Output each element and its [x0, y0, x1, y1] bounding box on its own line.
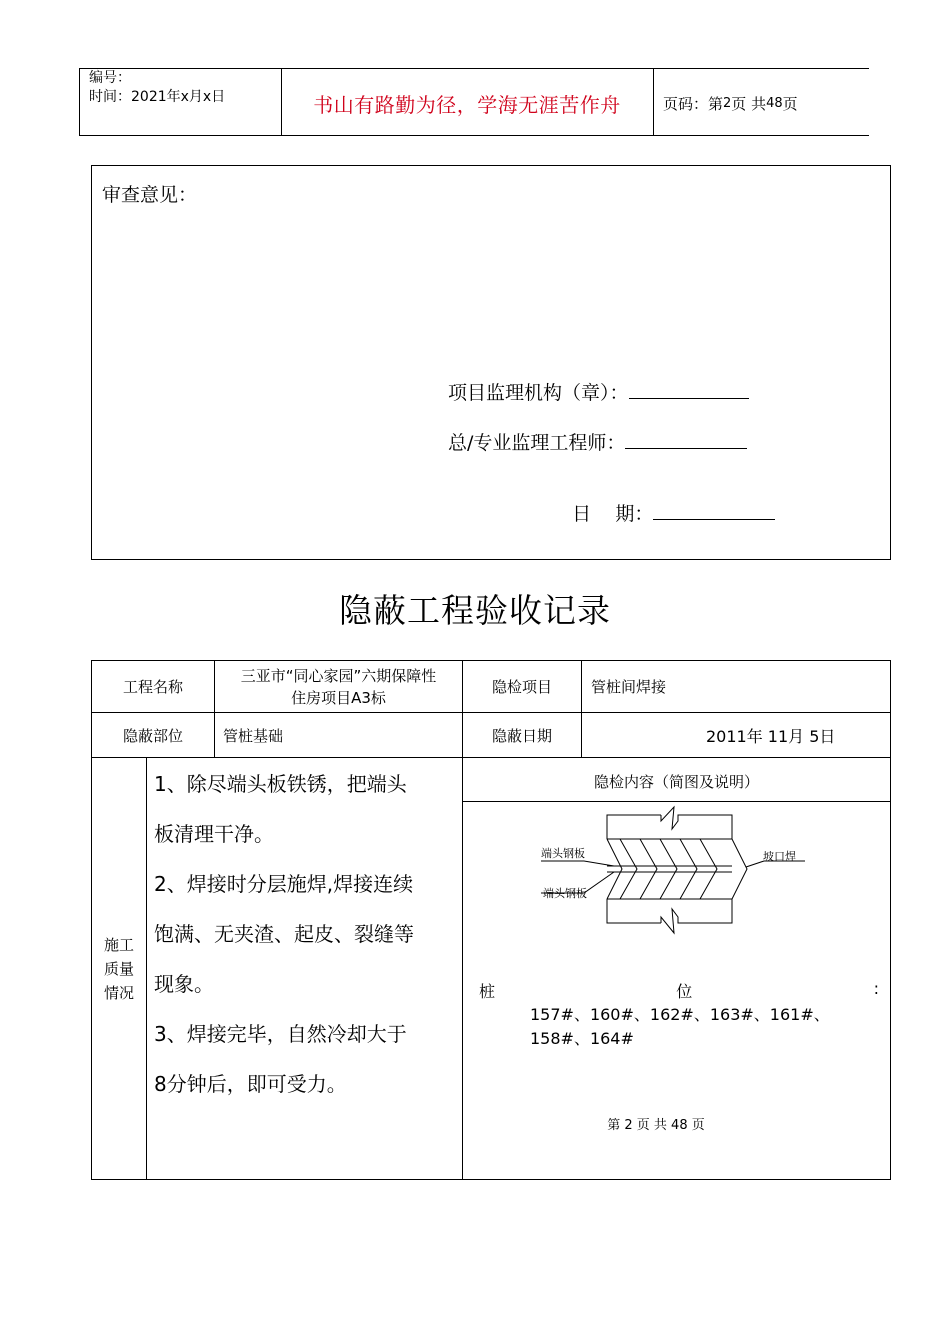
pile-position-list: 157#、160#、162#、163#、161#、158#、164#	[530, 1005, 830, 1048]
pile-label-colon: :	[873, 979, 879, 998]
step-line: 3、焊接完毕，自然冷却大于	[154, 1022, 407, 1046]
pile-label-word: 位	[676, 982, 693, 1001]
weld-bevel	[732, 839, 747, 899]
header-page-info	[663, 69, 798, 137]
page-note: 第 2 页 共 48 页	[607, 1118, 705, 1133]
hidden-part-value: 管桩基础	[223, 726, 284, 745]
page-mid: 页 共	[731, 94, 767, 113]
pile-label-word: 桩	[479, 982, 496, 1001]
page-prefix: 页码：第	[663, 94, 724, 113]
step-line: 8分钟后，即可受力。	[154, 1072, 347, 1096]
date-line	[548, 477, 775, 548]
signature-blank	[629, 380, 749, 399]
header-divider	[653, 69, 654, 135]
weld-bevel	[607, 839, 622, 899]
project-name-label: 工程名称	[122, 678, 183, 696]
engineer-label: 总/专业监理工程师：	[448, 432, 626, 454]
hidden-date-value: 2011年 11月 5日	[706, 726, 836, 746]
number-label: 编号：	[89, 70, 131, 86]
review-box	[91, 165, 891, 560]
page-suffix: 页	[782, 94, 798, 113]
label-end-plate-bottom: 端头钢板	[543, 887, 587, 900]
label-groove-weld: 坡口焊	[763, 850, 796, 863]
step-line: 饱满、无夹渣、起皮、裂缝等	[154, 922, 414, 946]
hidden-part-label: 隐蔽部位	[122, 726, 183, 745]
step-line: 现象。	[154, 972, 214, 996]
weld-groove	[640, 839, 657, 899]
step-line: 板清理干净。	[154, 822, 274, 846]
inspection-content-title: 隐检内容（简图及说明）	[593, 772, 759, 791]
weld-groove	[700, 839, 717, 899]
leader-line	[541, 861, 614, 866]
pile-outline	[607, 899, 661, 923]
date-label: 日 期：	[572, 503, 654, 525]
inspect-item-label: 隐检项目	[491, 678, 552, 696]
pile-break-mark	[661, 899, 732, 933]
step-line: 1、除尽端头板铁锈，把端头	[154, 772, 407, 796]
pile-outline	[607, 815, 661, 839]
pile-position-label	[479, 979, 879, 1002]
document-title: 隐蔽工程验收记录	[339, 591, 611, 630]
weld-diagram	[92, 661, 892, 1181]
page-current: 2	[723, 95, 732, 111]
weld-groove	[680, 839, 697, 899]
header-motto: 书山有路勤为径，学海无涯苦作舟	[313, 92, 621, 117]
label-end-plate-top: 端头钢板	[541, 847, 585, 860]
supervision-org-line	[448, 378, 749, 405]
signature-blank	[625, 430, 747, 449]
supervision-org-label: 项目监理机构（章）：	[448, 382, 629, 404]
pile-break-mark	[661, 807, 732, 839]
engineer-line	[448, 428, 747, 455]
page-total: 48	[766, 95, 783, 111]
weld-groove	[660, 839, 677, 899]
quality-label-line: 施工	[103, 936, 134, 954]
page-header	[79, 68, 869, 136]
project-name-line: 三亚市“同心家园”六期保障性	[240, 666, 437, 685]
quality-label-line: 情况	[103, 984, 134, 1002]
hidden-date-label: 隐蔽日期	[491, 726, 552, 745]
inspect-item-value: 管桩间焊接	[591, 678, 667, 696]
review-title: 审查意见：	[102, 184, 198, 206]
header-meta	[89, 69, 225, 107]
signature-blank	[653, 501, 775, 520]
project-name-line: 住房项目A3标	[291, 688, 386, 707]
header-divider	[79, 69, 80, 135]
inspection-table	[91, 660, 891, 1180]
time-label: 时间：2021年x月x日	[89, 89, 226, 105]
step-line: 2、焊接时分层施焊,焊接连续	[154, 872, 414, 896]
quality-label-line: 质量	[103, 960, 134, 978]
